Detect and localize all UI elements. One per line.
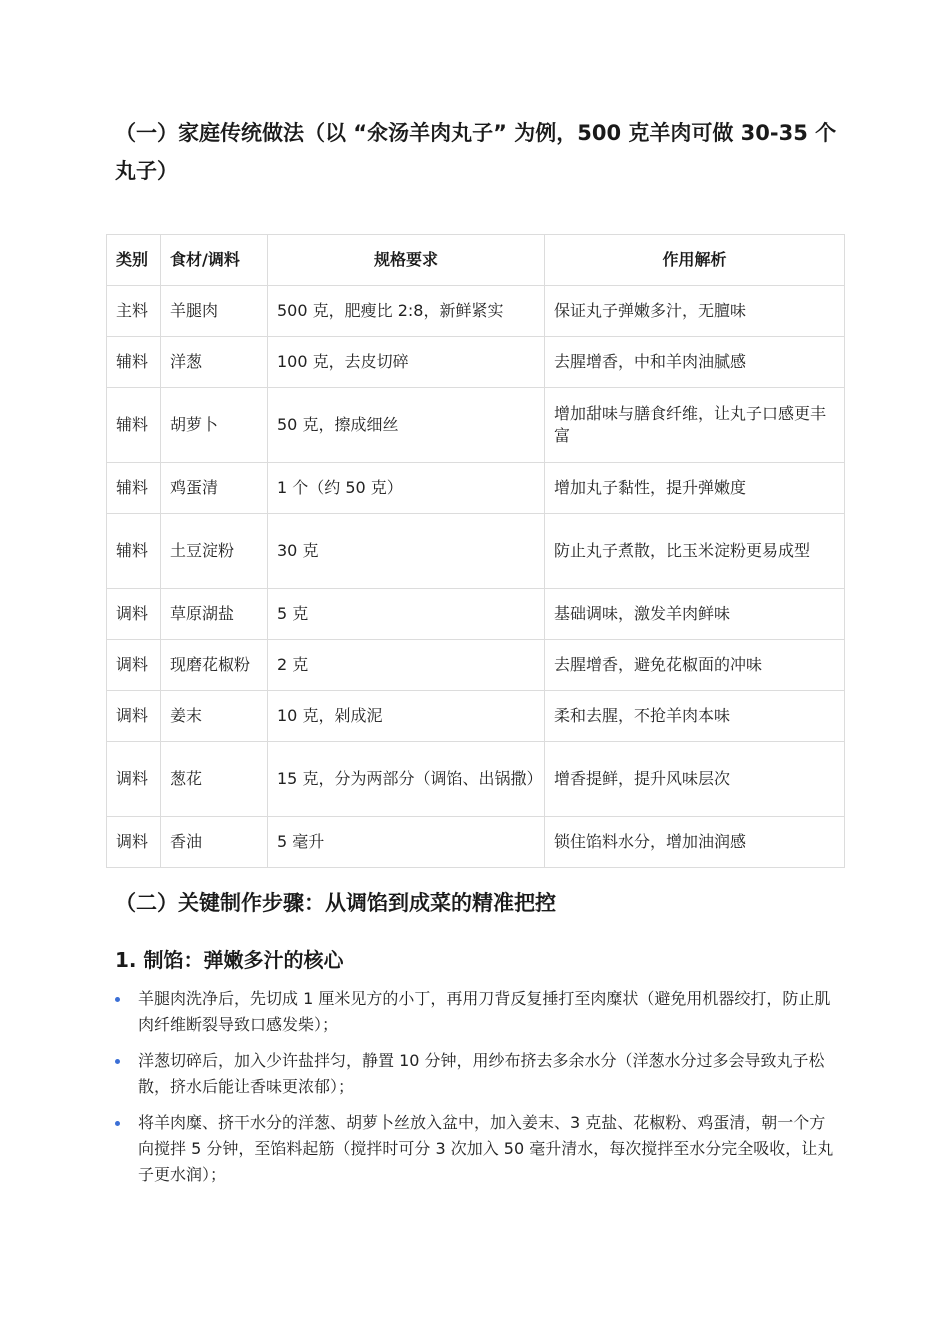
bullet-dot-icon — [115, 1059, 120, 1064]
cell-function: 锁住馅料水分，增加油润感 — [545, 817, 845, 868]
cell-function: 柔和去腥，不抢羊肉本味 — [545, 691, 845, 742]
cell-function: 增香提鲜，提升风味层次 — [545, 742, 845, 817]
cell-spec: 5 克 — [268, 589, 545, 640]
cell-function: 基础调味，激发羊肉鲜味 — [545, 589, 845, 640]
cell-spec: 10 克，剁成泥 — [268, 691, 545, 742]
cell-function: 去腥增香，避免花椒面的冲味 — [545, 640, 845, 691]
filling-steps-list — [115, 986, 840, 1198]
cell-spec: 15 克，分为两部分（调馅、出锅撒） — [268, 742, 545, 817]
list-item-text: 洋葱切碎后，加入少许盐拌匀，静置 10 分钟，用纱布挤去多余水分（洋葱水分过多会导致丸子松散，挤水后能让香味更浓郁）； — [138, 1051, 825, 1096]
cell-function: 增加丸子黏性，提升弹嫩度 — [545, 463, 845, 514]
ingredients-table — [106, 234, 845, 868]
header-spec: 规格要求 — [268, 235, 545, 286]
cell-category: 调料 — [107, 691, 161, 742]
cell-ingredient: 姜末 — [161, 691, 268, 742]
cell-category: 调料 — [107, 817, 161, 868]
table-row — [107, 742, 845, 817]
table-row — [107, 514, 845, 589]
list-item-text: 羊腿肉洗净后，先切成 1 厘米见方的小丁，再用刀背反复捶打至肉糜状（避免用机器绞打，防止肌肉纤维断裂导致口感发柴）； — [138, 989, 831, 1034]
table-header-row — [107, 235, 845, 286]
cell-category: 调料 — [107, 640, 161, 691]
section-heading-key-steps: （二）关键制作步骤：从调馅到成菜的精准把控 — [115, 891, 556, 915]
subheading-filling: 1. 制馅：弹嫩多汁的核心 — [115, 948, 344, 972]
table-row — [107, 691, 845, 742]
cell-function: 去腥增香，中和羊肉油腻感 — [545, 337, 845, 388]
cell-category: 辅料 — [107, 388, 161, 463]
cell-function: 防止丸子煮散，比玉米淀粉更易成型 — [545, 514, 845, 589]
list-item-text: 将羊肉糜、挤干水分的洋葱、胡萝卜丝放入盆中，加入姜末、3 克盐、花椒粉、鸡蛋清，朝一个方向搅拌 5 分钟，至馅料起筋（搅拌时可分 3 次加入 50 毫升清水，每次搅拌至水分完全吸收，让丸子更水润）； — [138, 1113, 834, 1184]
table-row — [107, 589, 845, 640]
table-row — [107, 388, 845, 463]
cell-ingredient: 草原湖盐 — [161, 589, 268, 640]
cell-spec: 2 克 — [268, 640, 545, 691]
cell-category: 辅料 — [107, 463, 161, 514]
cell-ingredient: 羊腿肉 — [161, 286, 268, 337]
list-item — [115, 1048, 840, 1100]
cell-spec: 1 个（约 50 克） — [268, 463, 545, 514]
cell-ingredient: 鸡蛋清 — [161, 463, 268, 514]
header-category: 类别 — [107, 235, 161, 286]
table-row — [107, 640, 845, 691]
header-ingredient: 食材/调料 — [161, 235, 268, 286]
list-item — [115, 986, 840, 1038]
header-function: 作用解析 — [545, 235, 845, 286]
table-row — [107, 286, 845, 337]
table-row — [107, 463, 845, 514]
cell-category: 辅料 — [107, 337, 161, 388]
cell-ingredient: 胡萝卜 — [161, 388, 268, 463]
table-row — [107, 817, 845, 868]
bullet-dot-icon — [115, 997, 120, 1002]
cell-ingredient: 香油 — [161, 817, 268, 868]
table-row — [107, 337, 845, 388]
cell-function: 保证丸子弹嫩多汁，无膻味 — [545, 286, 845, 337]
cell-category: 辅料 — [107, 514, 161, 589]
cell-category: 调料 — [107, 742, 161, 817]
cell-category: 调料 — [107, 589, 161, 640]
bullet-dot-icon — [115, 1121, 120, 1126]
cell-ingredient: 洋葱 — [161, 337, 268, 388]
cell-spec: 500 克，肥瘦比 2:8，新鲜紧实 — [268, 286, 545, 337]
cell-ingredient: 土豆淀粉 — [161, 514, 268, 589]
cell-category: 主料 — [107, 286, 161, 337]
cell-spec: 5 毫升 — [268, 817, 545, 868]
section-heading-traditional-method: （一）家庭传统做法（以 “氽汤羊肉丸子” 为例，500 克羊肉可做 30-35 个丸子） — [115, 121, 837, 183]
cell-function: 增加甜味与膳食纤维，让丸子口感更丰富 — [545, 388, 845, 463]
cell-ingredient: 现磨花椒粉 — [161, 640, 268, 691]
cell-spec: 100 克，去皮切碎 — [268, 337, 545, 388]
cell-spec: 50 克，擦成细丝 — [268, 388, 545, 463]
cell-spec: 30 克 — [268, 514, 545, 589]
cell-ingredient: 葱花 — [161, 742, 268, 817]
list-item — [115, 1110, 840, 1188]
